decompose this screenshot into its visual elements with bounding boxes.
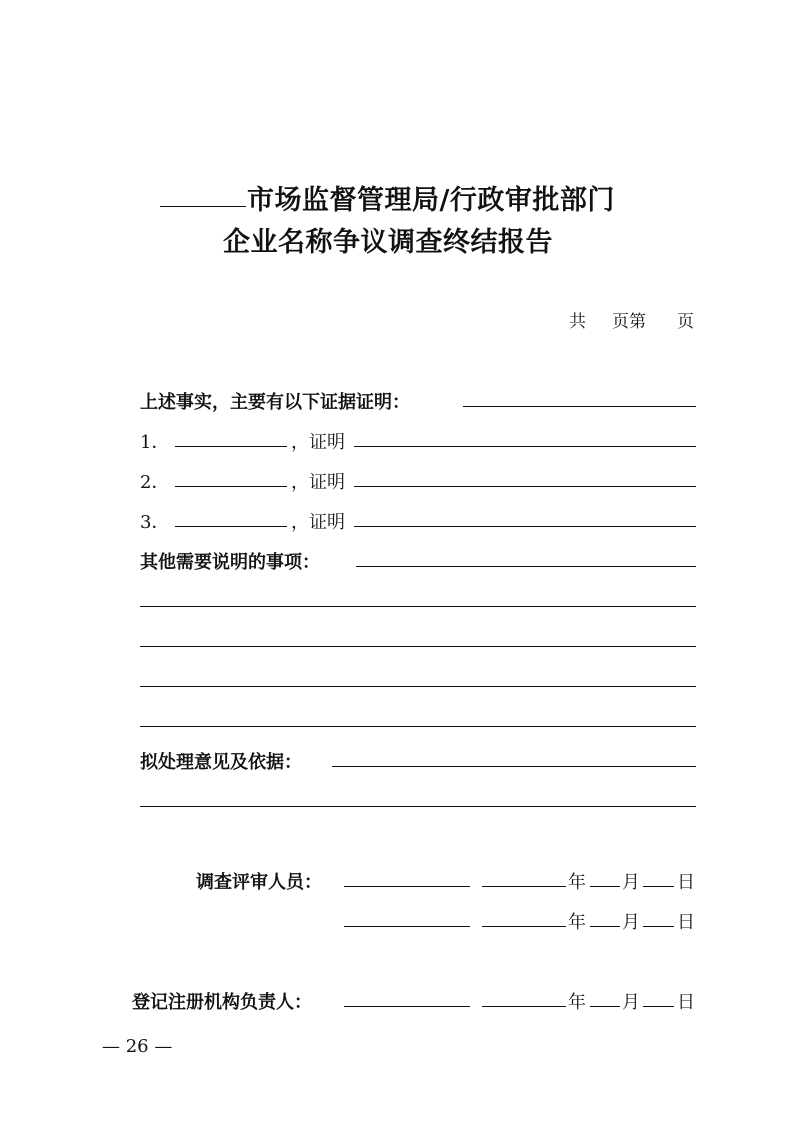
other-matters-line-4 xyxy=(140,726,696,727)
page-number: — 26 — xyxy=(102,1036,173,1057)
title-blank-line xyxy=(160,206,246,207)
other-matters-fill-line xyxy=(356,566,696,567)
investigator-1-year: 年 xyxy=(568,872,586,893)
investigators-label: 调查评审人员： xyxy=(196,872,322,893)
document-title-line1: 市场监督管理局/行政审批部门 xyxy=(247,185,615,216)
registrar-signature-line xyxy=(344,1006,470,1007)
registrar-label: 登记注册机构负责人： xyxy=(132,992,312,1013)
evidence-item-1-num: 1． xyxy=(140,432,170,453)
investigator-1-signature-line xyxy=(344,886,470,887)
other-matters-line-1 xyxy=(140,606,696,607)
evidence-fill-line xyxy=(463,406,696,407)
investigator-1-day-line xyxy=(643,886,674,887)
other-matters-line-3 xyxy=(140,686,696,687)
evidence-item-1-suffix: ，证明 xyxy=(291,432,345,453)
registrar-month: 月 xyxy=(622,992,640,1013)
registrar-day-line xyxy=(643,1006,674,1007)
investigator-2-month: 月 xyxy=(622,912,640,933)
investigator-2-day-line xyxy=(643,926,674,927)
other-matters-line-2 xyxy=(140,646,696,647)
investigator-1-month: 月 xyxy=(622,872,640,893)
page-total-label: 共 xyxy=(569,312,586,332)
opinion-line-1 xyxy=(140,806,696,807)
page-end-label: 页 xyxy=(677,312,694,332)
evidence-item-2-name-line xyxy=(175,486,287,487)
investigator-2-signature-line xyxy=(344,926,470,927)
investigator-2-month-line xyxy=(590,926,620,927)
evidence-item-1-proof-line xyxy=(354,446,696,447)
investigator-1-day: 日 xyxy=(677,872,695,893)
investigator-2-day: 日 xyxy=(677,912,695,933)
registrar-month-line xyxy=(590,1006,620,1007)
opinion-label: 拟处理意见及依据： xyxy=(140,752,302,773)
registrar-day: 日 xyxy=(677,992,695,1013)
evidence-item-3-suffix: ，证明 xyxy=(291,512,345,533)
evidence-label: 上述事实，主要有以下证据证明： xyxy=(140,392,410,413)
evidence-item-3-num: 3． xyxy=(140,512,170,533)
evidence-item-2-suffix: ，证明 xyxy=(291,472,345,493)
opinion-fill-line xyxy=(332,766,696,767)
investigator-1-month-line xyxy=(590,886,620,887)
registrar-year-line xyxy=(482,1006,566,1007)
evidence-item-1-name-line xyxy=(175,446,287,447)
investigator-2-year-line xyxy=(482,926,566,927)
evidence-item-2-num: 2． xyxy=(140,472,170,493)
registrar-year: 年 xyxy=(568,992,586,1013)
other-matters-label: 其他需要说明的事项： xyxy=(140,552,320,573)
investigator-2-year: 年 xyxy=(568,912,586,933)
evidence-item-3-proof-line xyxy=(354,526,696,527)
evidence-item-2-proof-line xyxy=(354,486,696,487)
evidence-item-3-name-line xyxy=(175,526,287,527)
document-title-line2: 企业名称争议调查终结报告 xyxy=(223,227,553,258)
investigator-1-year-line xyxy=(482,886,566,887)
page-current-label: 页第 xyxy=(612,312,646,332)
